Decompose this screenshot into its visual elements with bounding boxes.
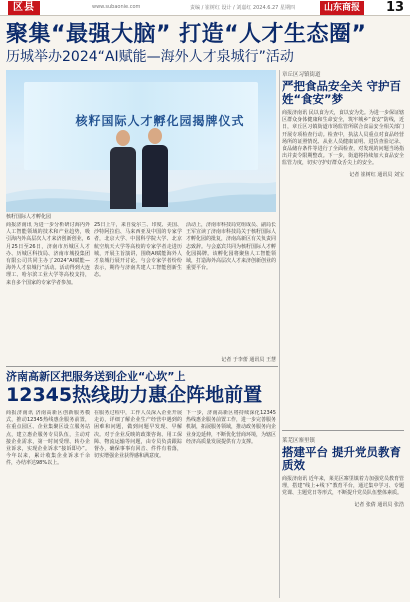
lead-text-col-1: 商报济南讯 为进一步分析研讨海内外人工智能领域的技术和产业趋势，吸引海内外高层次人才来济创新创业，6月25日至26日，济南市历城区人才办、历城区科技局、济南市城投集团有限公司共同主办了2024“AI赋能—海外人才泉城行”活动。活动得到大连理工、哈尔滨工业大学等高校支持，来自多个国家的专家学者参加。 <box>6 222 90 286</box>
section-tag: 区县 <box>8 1 40 15</box>
second-story-kicker: 济南高新区把服务送到企业“心坎”上 <box>6 370 186 383</box>
person-left <box>110 130 136 209</box>
second-text-col-3: 下一步，济南高新区将持续深化12345热线惠企服务前置工作，进一步完善服务机制，拓展服务领域，推动政务服务向企业身边延伸，不断优化营商环境，为辖区经济高质量发展提供有力支撑。 <box>186 410 276 445</box>
column-divider <box>279 70 280 598</box>
side-story-kicker: 章丘区习镇街道 <box>282 72 321 78</box>
side-story-2-credit: 记者 张倩 通讯员 张浩 <box>354 501 404 508</box>
lead-subheadline: 历城举办2024“AI赋能—海外人才泉城行”活动 <box>6 49 294 65</box>
lead-credit: 记者 于李蕾 通讯员 王慧 <box>221 357 276 363</box>
section-divider <box>6 366 278 367</box>
newspaper-brand: 山东商报 <box>320 1 364 15</box>
stage-wave-graphic <box>6 172 276 212</box>
lead-photo <box>6 70 276 212</box>
side-story-2-kicker: 莱芜区寨里镇 <box>282 438 316 444</box>
photo-caption: 核籽国际人才孵化园 <box>6 214 52 220</box>
side-story-credit: 记者 崔树红 通讯员 刘宝 <box>349 171 404 178</box>
page-header <box>0 0 410 16</box>
stage-backdrop <box>24 82 258 170</box>
side-story-2-body: 商报济南讯 近年来，莱芜区寨里镇着力加强党员教育管理，搭建“线上+线下”教育平台，通过集中学习、专题党课、主题党日等形式，不断提升党员队伍整体素质。 <box>282 476 404 497</box>
second-text-col-1: 商报济南讯 济南高新区创新服务模式，推动12345热线惠企服务前置，在重点园区、企业集聚区设立服务站点，建立惠企服务专员队伍，主动对接企业需求，第一时间受理、转办企业诉求，实现企业诉求“接诉即办”。今年以来，累计收集企业诉求千余件，办结率达98%以上。 <box>6 410 90 467</box>
header-meta: 责编 / 崔树红 设计 / 刘嘉红 2024.6.27 星期四 <box>190 5 295 11</box>
side-story-2-title: 搭建平台 提升党员教育质效 <box>282 445 402 472</box>
lead-text-col-2: 25日上午，来自爱尔兰、印度、美国、沙特阿拉伯、马来西亚及中国的专家学者，北京大学、中国科学院大学、北京航空航天大学等高校的专家学者走进历城，开展主旨演讲，围绕AI赋能海外人才泉城行展开讨论。与会专家学者纷纷表示，期待与济南共建人工智能创新生态。 <box>94 222 182 279</box>
lead-headline: 聚集“最强大脑” 打造“人才生态圈” <box>6 22 367 47</box>
lead-text-col-3: 活动上，济南市科技局党组成员、副局长王军宣读了济南市科技局关于核籽国际人才孵化园的批复，济南高新区有关负责同志致辞。与会嘉宾共同为核籽国际人才孵化园揭牌。该孵化园将聚焦人工智能领域，打造海外高层次人才来济创新创业的重要平台。 <box>186 222 276 272</box>
side-story-body: 商报济南讯 民以食为天，食以安为先。为进一步保证辖区群众身体健康和生命安全，筑牢城乡“食安”防线，近日，章丘区习镇街道市场监管所联合食品安全相关部门开展专项检查行动。检查中，执法人员重点对食品经营场所的证照情况、从业人员健康证明、进货查验记录、食品储存条件等进行了全面检查，对发现的问题当场指出并责令限期整改。下一步，街道将持续加大食品安全监管力度，切实守护好群众舌尖上的安全。 <box>282 110 404 167</box>
second-story-headline: 12345热线助力惠企阵地前置 <box>6 384 263 406</box>
backdrop-text: 核籽国际人才孵化园揭牌仪式 <box>75 114 245 128</box>
second-text-col-2: 在服务过程中，工作人员深入企业开展走访，详细了解企业生产经营中遇到的困难和问题，做到问题早发现、早解决。对于企业反映的政策咨询、用工保障、物流运输等问题，由专员负责跟踪督办，确保事事有回音、件件有着落，切实增强企业获得感和满意度。 <box>94 410 182 460</box>
side-story <box>282 70 404 370</box>
side-story-title: 严把食品安全关 守护百姓“食安”梦 <box>282 79 402 106</box>
person-right <box>142 128 168 207</box>
side-divider <box>282 430 404 431</box>
site-url: www.subaonie.com <box>92 4 141 10</box>
page-number: 13 <box>386 0 405 15</box>
side-story-2 <box>282 436 404 508</box>
